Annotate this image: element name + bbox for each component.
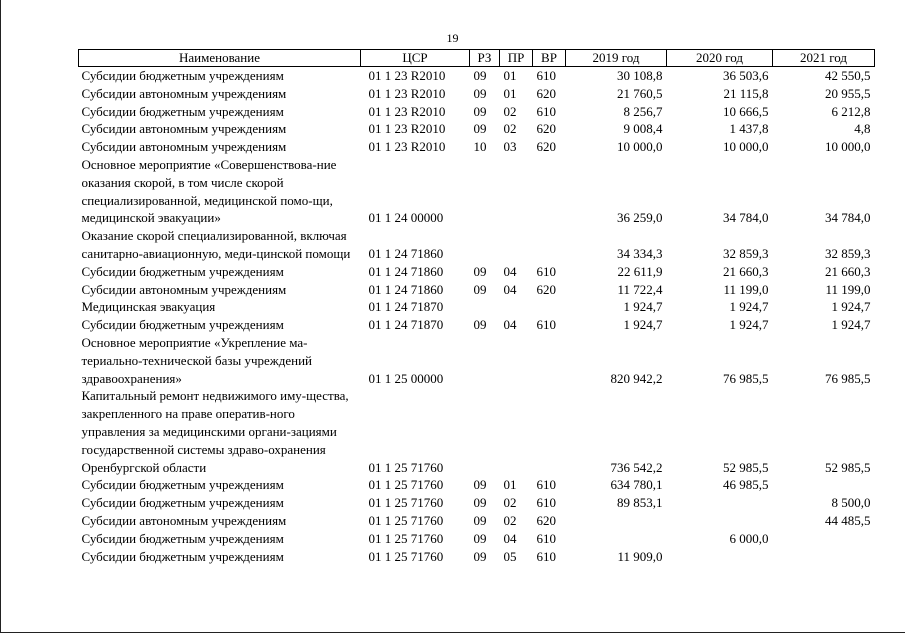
row-name: Субсидии бюджетным учреждениям [81, 477, 284, 493]
header-pr: ПР [500, 50, 533, 67]
table-row [79, 227, 875, 263]
row-value-2019: 34 334,3 [617, 245, 663, 261]
row-name: Субсидии бюджетным учреждениям [81, 530, 284, 546]
row-pr: 04 [503, 530, 517, 546]
row-pr: 02 [503, 495, 517, 511]
row-value-2020: 1 924,7 [729, 299, 769, 315]
row-csr: 01 1 25 00000 [368, 370, 444, 386]
row-csr: 01 1 24 71870 [368, 299, 444, 315]
row-rz: 10 [473, 139, 487, 155]
table-row [79, 120, 875, 138]
row-value-2019: 89 853,1 [617, 495, 663, 511]
row-csr: 01 1 25 71760 [368, 512, 444, 528]
row-rz [470, 387, 500, 476]
row-value-2021: 34 784,0 [825, 210, 871, 226]
row-value-2020: 46 985,5 [723, 477, 769, 493]
row-rz: 09 [473, 121, 487, 137]
row-pr: 02 [503, 121, 517, 137]
header-name: Наименование [79, 50, 361, 67]
row-value-2019: 30 108,8 [617, 68, 663, 83]
row-csr: 01 1 24 71870 [368, 317, 444, 333]
row-pr [500, 156, 533, 227]
row-value-2019: 1 924,7 [623, 317, 663, 333]
row-name: Субсидии бюджетным учреждениям [81, 495, 284, 511]
row-vr: 610 [536, 495, 556, 511]
table-row [79, 334, 875, 387]
row-pr: 04 [503, 281, 517, 297]
row-pr [500, 334, 533, 387]
row-csr: 01 1 25 71760 [368, 459, 444, 475]
row-value-2021: 20 955,5 [825, 85, 871, 101]
row-value-2019: 9 008,4 [623, 121, 663, 137]
row-value-2019 [566, 512, 667, 530]
row-pr: 05 [503, 548, 517, 564]
row-csr: 01 1 25 71760 [368, 548, 444, 564]
row-value-2021: 32 859,3 [825, 245, 871, 261]
row-value-2020: 6 000,0 [729, 530, 769, 546]
table-row [79, 316, 875, 334]
row-vr: 610 [536, 530, 556, 546]
row-name: Субсидии автономным учреждениям [81, 139, 287, 155]
row-csr: 01 1 25 71760 [368, 495, 444, 511]
header-rz: РЗ [470, 50, 500, 67]
row-vr: 610 [536, 103, 556, 119]
row-value-2020: 1 437,8 [729, 121, 769, 137]
row-pr: 01 [503, 68, 517, 83]
row-csr: 01 1 23 R2010 [368, 103, 446, 119]
row-pr: 04 [503, 317, 517, 333]
row-value-2019: 820 942,2 [610, 370, 663, 386]
row-rz: 09 [473, 281, 487, 297]
row-value-2020: 21 660,3 [723, 263, 769, 279]
row-name: Субсидии автономным учреждениям [81, 121, 287, 137]
scan-bottom-edge [0, 632, 905, 633]
row-value-2021: 21 660,3 [825, 263, 871, 279]
row-name: Субсидии автономным учреждениям [81, 512, 287, 528]
row-csr: 01 1 24 71860 [368, 245, 444, 261]
table-row [79, 530, 875, 548]
row-pr: 01 [503, 85, 517, 101]
row-value-2020: 36 503,6 [723, 68, 769, 83]
row-value-2019: 8 256,7 [623, 103, 663, 119]
table-row [79, 138, 875, 156]
row-value-2019: 11 722,4 [617, 281, 663, 297]
row-rz: 09 [473, 530, 487, 546]
row-value-2021: 11 199,0 [825, 281, 871, 297]
table-row [79, 298, 875, 316]
row-vr: 610 [536, 263, 556, 279]
header-vr: ВР [533, 50, 566, 67]
row-value-2020: 21 115,8 [723, 85, 769, 101]
row-value-2020: 76 985,5 [723, 370, 769, 386]
table-row [79, 494, 875, 512]
row-csr: 01 1 24 71860 [368, 263, 444, 279]
page-number: 19 [446, 31, 459, 45]
row-value-2019: 736 542,2 [610, 459, 663, 475]
row-vr: 620 [536, 281, 556, 297]
row-rz: 09 [473, 103, 487, 119]
row-csr: 01 1 23 R2010 [368, 85, 446, 101]
row-name: Субсидии автономным учреждениям [81, 281, 287, 297]
row-rz: 09 [473, 85, 487, 101]
budget-table [78, 49, 875, 565]
row-value-2021: 76 985,5 [825, 370, 871, 386]
row-name: Субсидии автономным учреждениям [81, 85, 287, 101]
row-value-2020: 1 924,7 [729, 317, 769, 333]
table-header-row [79, 50, 875, 67]
row-rz: 09 [473, 495, 487, 511]
header-2021: 2021 год [773, 50, 875, 67]
row-value-2020: 52 985,5 [723, 459, 769, 475]
row-pr: 01 [503, 477, 517, 493]
row-name: Субсидии бюджетным учреждениям [81, 263, 284, 279]
table-row [79, 281, 875, 299]
row-value-2019: 634 780,1 [610, 477, 663, 493]
header-2020: 2020 год [667, 50, 773, 67]
row-vr: 620 [536, 85, 556, 101]
row-rz: 09 [473, 548, 487, 564]
row-value-2020 [667, 512, 773, 530]
header-2019: 2019 год [566, 50, 667, 67]
row-value-2019 [566, 530, 667, 548]
row-name: Основное мероприятие «Совершенствова-ние оказания скорой, в том числе скорой специализированной, медицинской помо-щи, медицинской эвакуации» [81, 156, 337, 226]
row-pr [500, 298, 533, 316]
row-value-2021 [773, 548, 875, 566]
row-vr [533, 227, 566, 263]
row-pr: 03 [503, 139, 517, 155]
row-value-2020: 32 859,3 [723, 245, 769, 261]
row-vr: 620 [536, 121, 556, 137]
row-csr: 01 1 25 71760 [368, 530, 444, 546]
row-pr [500, 387, 533, 476]
row-value-2019: 21 760,5 [617, 85, 663, 101]
row-csr: 01 1 25 71760 [368, 477, 444, 493]
row-vr: 610 [536, 317, 556, 333]
row-vr: 610 [536, 548, 556, 564]
row-value-2020 [667, 548, 773, 566]
row-csr: 01 1 23 R2010 [368, 139, 446, 155]
row-value-2020: 34 784,0 [723, 210, 769, 226]
row-name: Капитальный ремонт недвижимого иму-щества, закрепленного на праве оператив-ного управления за медицинскими органи-зациями государственной системы здраво-охранения Оренбургской области [81, 388, 349, 475]
row-rz [470, 334, 500, 387]
table-row [79, 156, 875, 227]
row-name: Оказание скорой специализированной, включая санитарно-авиационную, меди-цинской помощи [81, 228, 351, 261]
row-value-2021: 10 000,0 [825, 139, 871, 155]
row-value-2021: 42 550,5 [825, 68, 871, 83]
header-csr: ЦСР [361, 50, 470, 67]
row-rz: 09 [473, 317, 487, 333]
table-row [79, 263, 875, 281]
row-vr: 610 [536, 477, 556, 493]
table-row [79, 548, 875, 566]
row-value-2019: 10 000,0 [617, 139, 663, 155]
row-csr: 01 1 23 R2010 [368, 68, 446, 83]
row-name: Основное мероприятие «Укрепление ма-териально-технической базы учреждений здравоохранения» [81, 334, 313, 386]
row-csr: 01 1 24 71860 [368, 281, 444, 297]
row-value-2021: 52 985,5 [825, 459, 871, 475]
row-name: Субсидии бюджетным учреждениям [81, 317, 284, 333]
row-pr: 04 [503, 263, 517, 279]
table-row [79, 512, 875, 530]
row-rz: 09 [473, 68, 487, 83]
row-pr [500, 227, 533, 263]
row-value-2019: 1 924,7 [623, 299, 663, 315]
row-value-2021: 8 500,0 [831, 495, 871, 511]
table-row [79, 387, 875, 476]
row-value-2019: 11 909,0 [617, 548, 663, 564]
table-row [79, 85, 875, 103]
row-rz [470, 156, 500, 227]
row-value-2021 [773, 476, 875, 494]
row-csr: 01 1 23 R2010 [368, 121, 446, 137]
row-csr: 01 1 24 00000 [368, 210, 444, 226]
row-value-2021: 4,8 [854, 121, 871, 137]
table-row [79, 103, 875, 121]
row-value-2019: 36 259,0 [617, 210, 663, 226]
row-vr: 610 [536, 68, 556, 83]
row-value-2019: 22 611,9 [617, 263, 663, 279]
row-value-2020: 10 000,0 [723, 139, 769, 155]
row-vr [533, 334, 566, 387]
row-pr: 02 [503, 512, 517, 528]
row-value-2021 [773, 530, 875, 548]
row-rz [470, 227, 500, 263]
row-rz [470, 298, 500, 316]
row-pr: 02 [503, 103, 517, 119]
scan-left-edge [0, 0, 1, 632]
row-vr [533, 156, 566, 227]
row-name: Субсидии бюджетным учреждениям [81, 68, 284, 83]
row-name: Субсидии бюджетным учреждениям [81, 548, 284, 564]
row-rz: 09 [473, 263, 487, 279]
table-row [79, 476, 875, 494]
row-value-2021: 1 924,7 [831, 317, 871, 333]
row-rz: 09 [473, 512, 487, 528]
row-vr: 620 [536, 512, 556, 528]
row-value-2021: 44 485,5 [825, 512, 871, 528]
row-value-2021: 6 212,8 [831, 103, 871, 119]
table-row [79, 67, 875, 85]
row-value-2020: 10 666,5 [723, 103, 769, 119]
row-value-2020 [667, 494, 773, 512]
row-vr: 620 [536, 139, 556, 155]
row-value-2020: 11 199,0 [723, 281, 769, 297]
row-name: Медицинская эвакуация [81, 299, 216, 315]
row-value-2021: 1 924,7 [831, 299, 871, 315]
row-name: Субсидии бюджетным учреждениям [81, 103, 284, 119]
row-vr [533, 298, 566, 316]
row-vr [533, 387, 566, 476]
row-rz: 09 [473, 477, 487, 493]
